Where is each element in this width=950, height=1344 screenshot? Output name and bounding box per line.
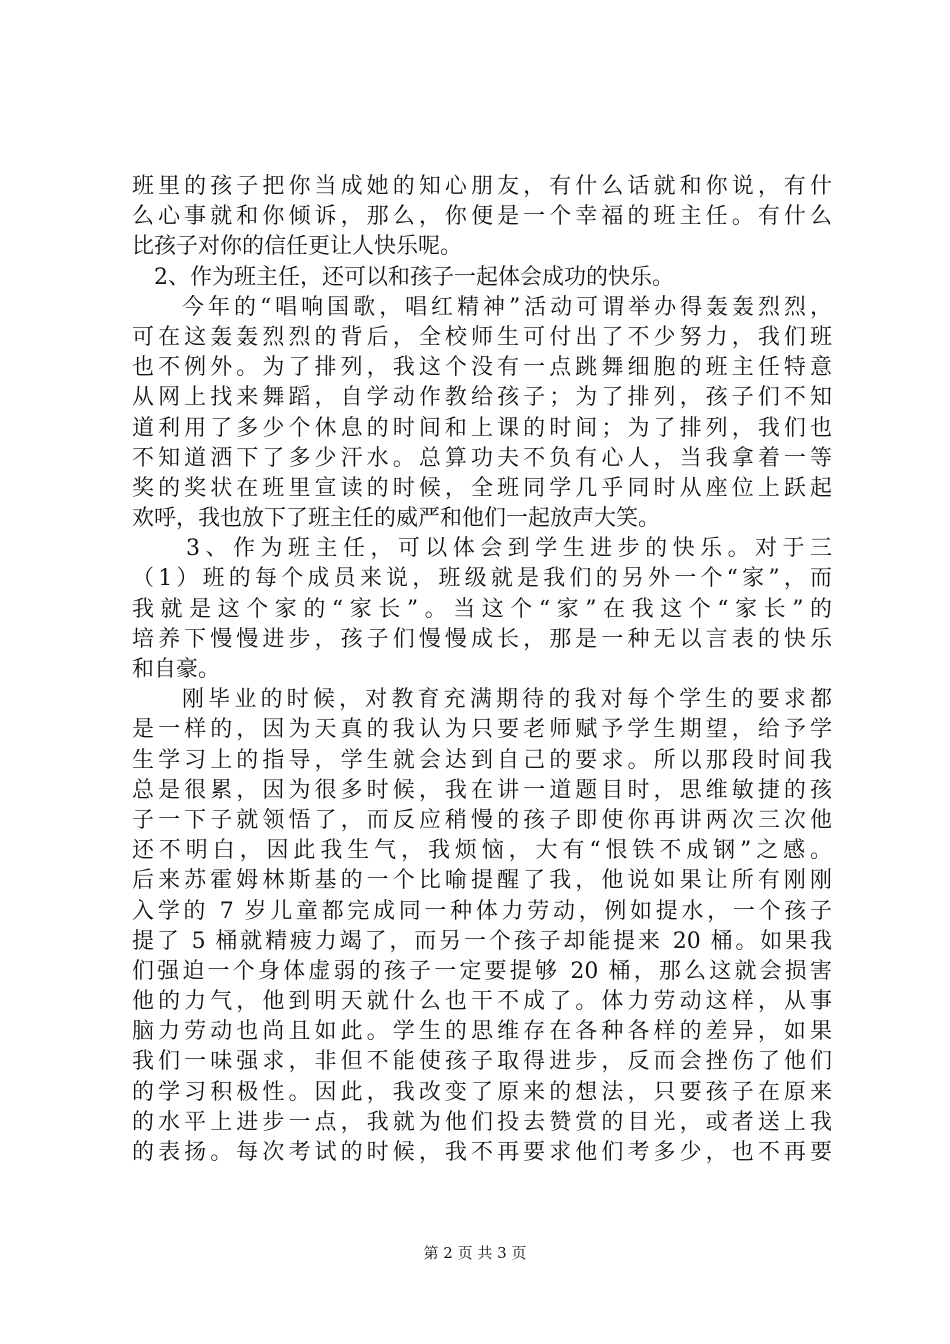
text-line: 的水平上进步一点，我就为他们投去赞赏的目光，或者送上我: [132, 1109, 832, 1135]
text-line: 从网上找来舞蹈，自学动作教给孩子；为了排列，孩子们不知: [132, 385, 832, 411]
page-footer: 第 2 页 共 3 页: [423, 1244, 527, 1262]
text-line: 比孩子对你的信任更让人快乐呢。: [132, 234, 463, 260]
text-line: 培养下慢慢进步，孩子们慢慢成长，那是一种无以言表的快乐: [132, 626, 832, 652]
text-line: 班里的孩子把你当成她的知心朋友，有什么话就和你说，有什: [132, 174, 832, 199]
text-line: 他的力气，他到明天就什么也干不成了。体力劳动这样，从事: [132, 989, 832, 1015]
text-line: 和自豪。: [132, 657, 221, 682]
text-line: 也不例外。为了排列，我这个没有一点跳舞细胞的班主任特意: [132, 355, 832, 381]
text-line: 的表扬。每次考试的时候，我不再要求他们考多少，也不再要: [132, 1140, 832, 1165]
text-line: 欢呼，我也放下了班主任的威严和他们一起放声大笑。: [132, 506, 661, 532]
text-line: 不知道洒下了多少汗水。总算功夫不负有心人，当我拿着一等: [132, 445, 832, 471]
text-line: 我们一味强求，非但不能使孩子取得进步，反而会挫伤了他们: [132, 1049, 832, 1075]
text-line: 后来苏霍姆林斯基的一个比喻提醒了我，他说如果让所有刚刚: [132, 868, 832, 894]
text-line: 么心事就和你倾诉，那么，你便是一个幸福的班主任。有什么: [132, 204, 832, 230]
text-line: 生学习上的指导，学生就会达到自己的要求。所以那段时间我: [132, 747, 832, 773]
text-line: 总是很累，因为很多时候，我在讲一道题目时，思维敏捷的孩: [132, 777, 832, 803]
text-line: （1）班的每个成员来说，班级就是我们的另外一个“家”，而: [132, 566, 832, 592]
document-body: [132, 172, 832, 1168]
text-line: 刚毕业的时候，对教育充满期待的我对每个学生的要求都: [182, 687, 832, 713]
text-line: 脑力劳动也尚且如此。学生的思维存在各种各样的差异，如果: [132, 1019, 832, 1045]
text-line: 2、作为班主任，还可以和孩子一起体会成功的快乐。: [154, 264, 674, 290]
text-line: 提了 5 桶就精疲力竭了，而另一个孩子却能提来 20 桶。如果我: [132, 928, 832, 954]
text-line: 道利用了多少个休息的时间和上课的时间；为了排列，我们也: [132, 415, 832, 441]
text-line: 可在这轰轰烈烈的背后，全校师生可付出了不少努力，我们班: [132, 324, 832, 350]
text-line: 入学的 7 岁儿童都完成同一种体力劳动，例如提水，一个孩子: [132, 898, 832, 924]
text-line: 3、作为班主任，可以体会到学生进步的快乐。对于三: [186, 536, 832, 562]
text-line: 是一样的，因为天真的我认为只要老师赋予学生期望，给予学: [132, 717, 832, 743]
text-line: 还不明白，因此我生气，我烦恼，大有“恨铁不成钢”之感。: [132, 838, 832, 864]
text-line: 奖的奖状在班里宣读的时候，全班同学几乎同时从座位上跃起: [132, 475, 832, 501]
text-line: 我就是这个家的“家长”。当这个“家”在我这个“家长”的: [132, 596, 832, 622]
text-line: 们强迫一个身体虚弱的孩子一定要提够 20 桶，那么这就会损害: [132, 958, 832, 984]
text-line: 的学习积极性。因此，我改变了原来的想法，只要孩子在原来: [132, 1079, 832, 1105]
text-line: 子一下子就领悟了，而反应稍慢的孩子即使你再讲两次三次他: [132, 807, 832, 833]
text-line: 今年的“唱响国歌，唱红精神”活动可谓举办得轰轰烈烈，: [182, 294, 832, 320]
